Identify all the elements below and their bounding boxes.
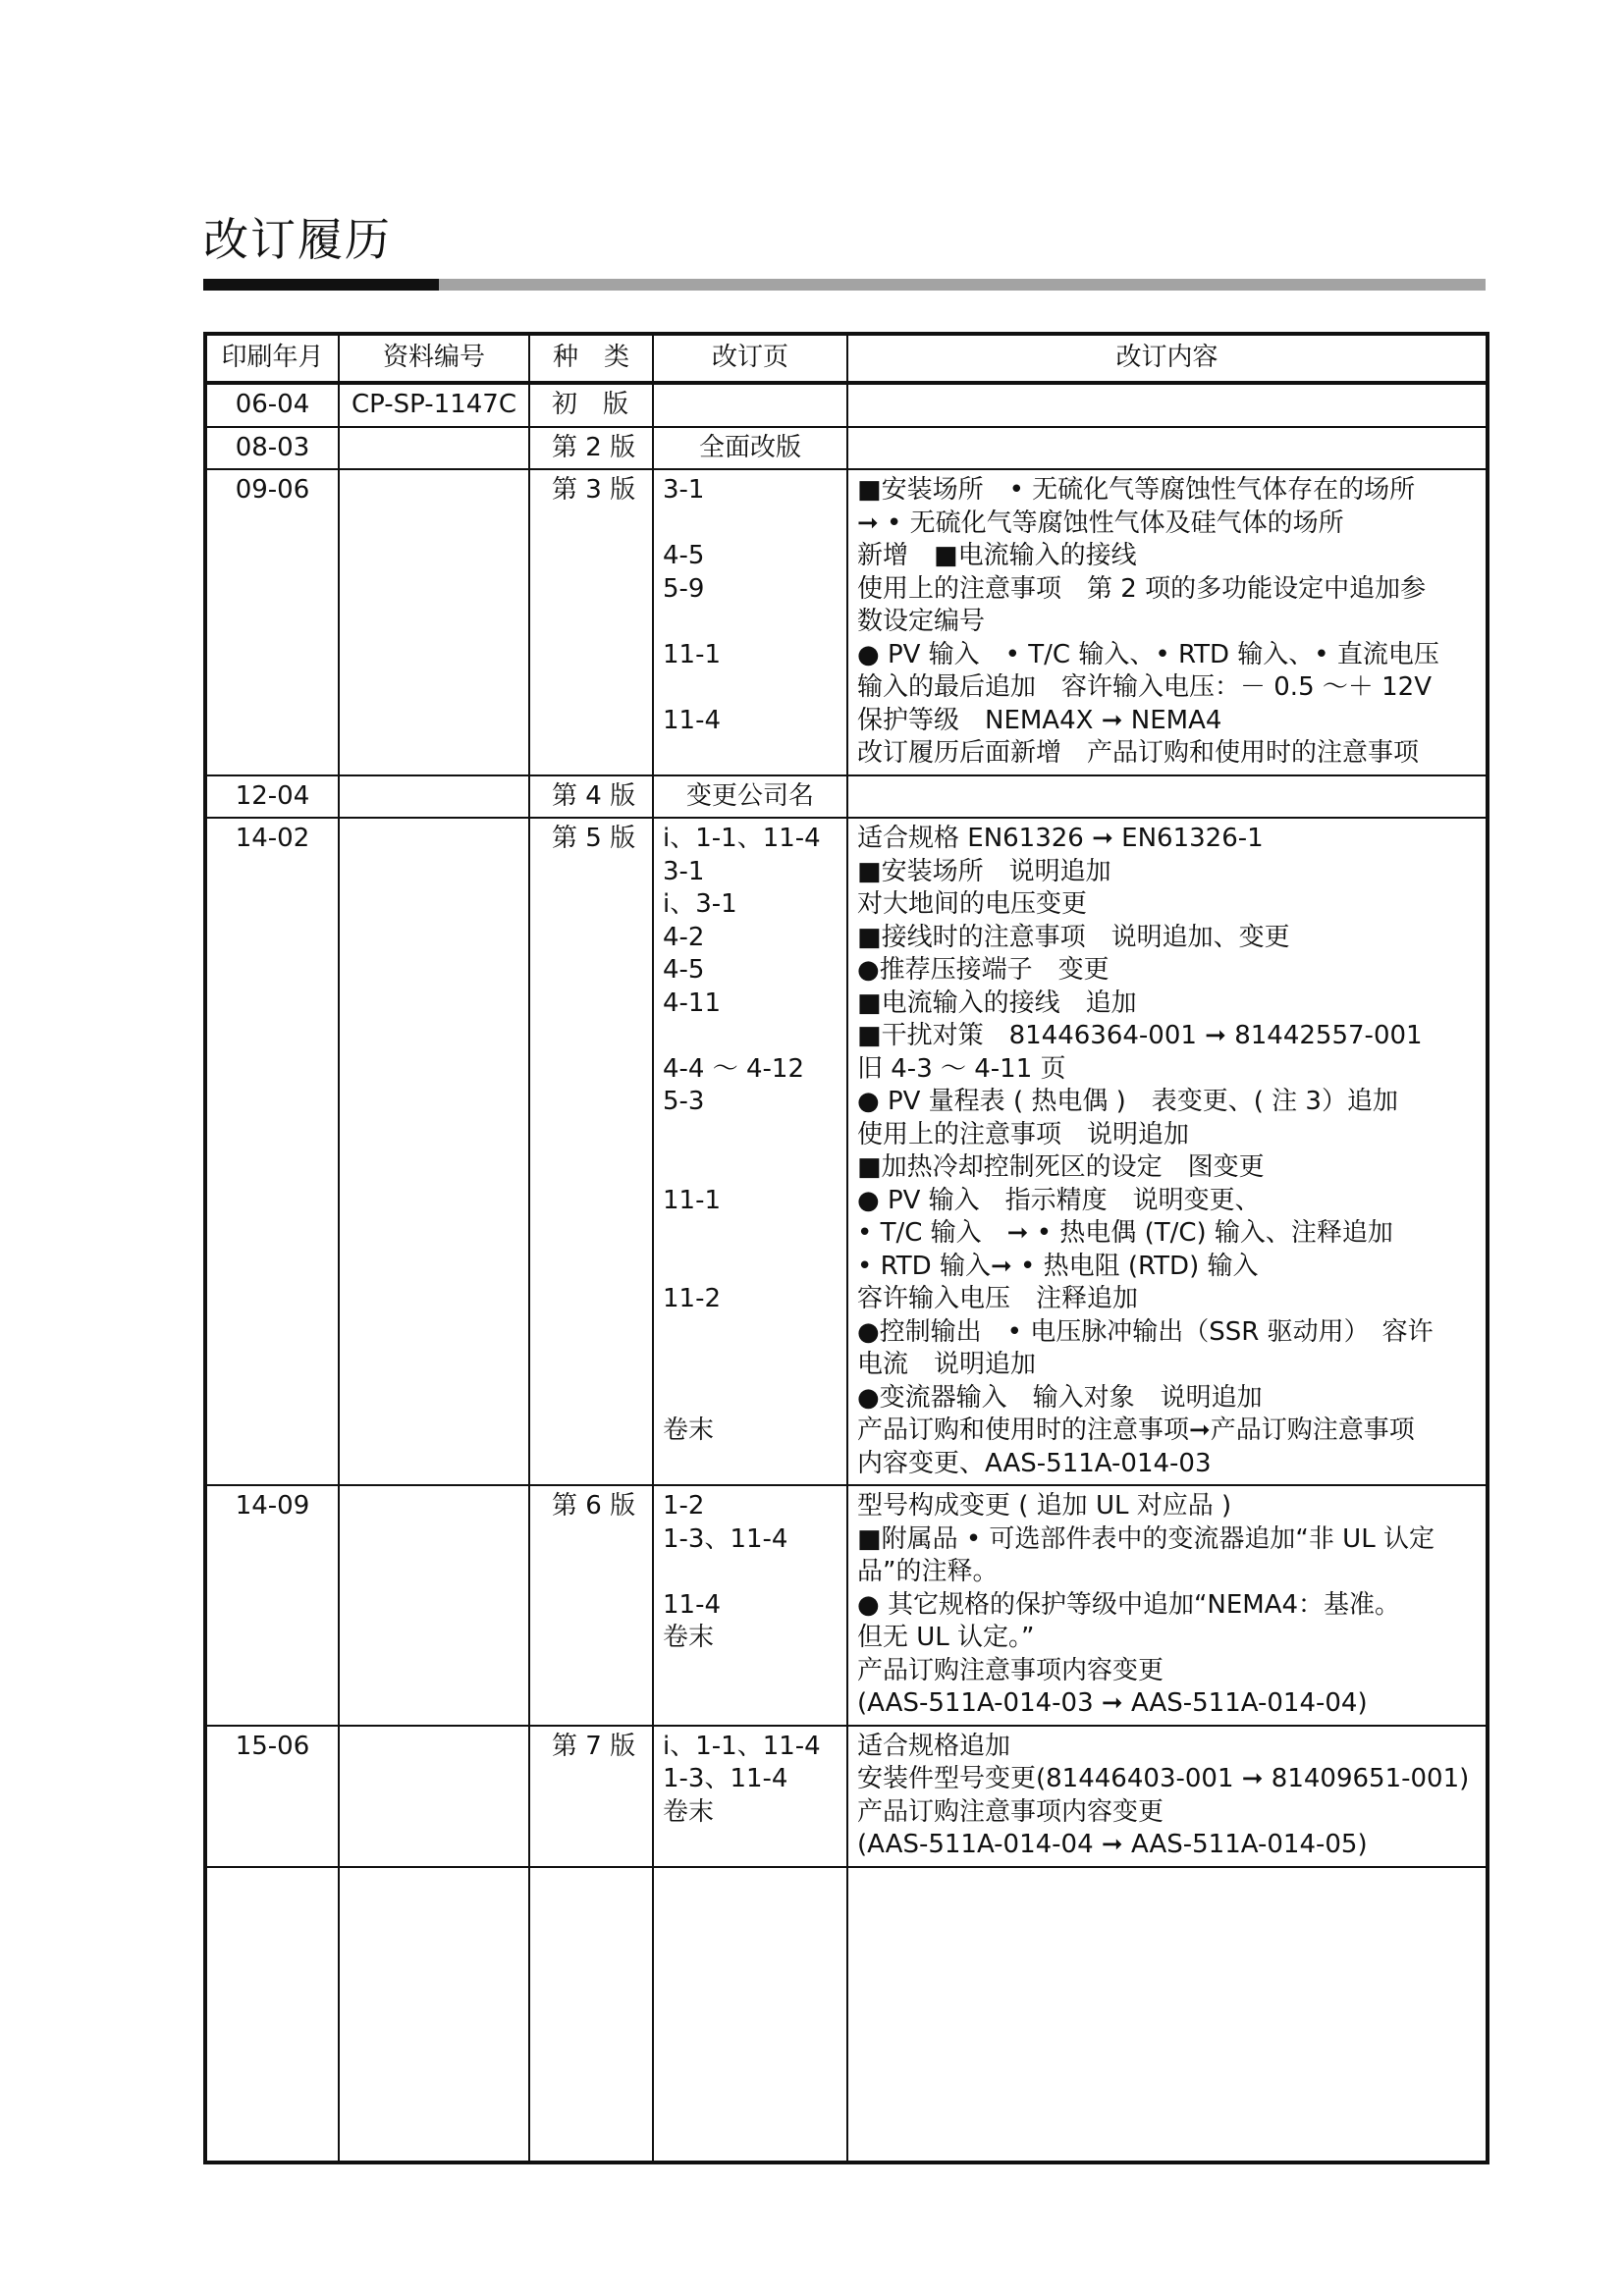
cell-revision-content (847, 469, 1488, 775)
revision-content-line: 但无 UL 认定。” (857, 1623, 1035, 1652)
revision-content-line: ■安装场所 说明追加 (857, 856, 1111, 886)
revised-page-line (663, 1251, 838, 1284)
revised-page-line (663, 1020, 838, 1053)
cell-edition-type: 初 版 (529, 383, 653, 427)
revised-page-line: 变更公司名 (685, 780, 814, 811)
page-title: 改订履历 (203, 213, 392, 266)
revision-content-line: 输入的最后追加 容许输入电压：－ 0.5 ～＋ 12V (857, 672, 1433, 702)
revision-content-line: 适合规格追加 (857, 1731, 1011, 1761)
cell-revised-pages (653, 775, 847, 819)
cell-print-date: 12-04 (205, 775, 339, 819)
cell-document-number (339, 427, 529, 470)
cell-print-date: 14-09 (205, 1485, 339, 1726)
revision-content-line: 电流 说明追加 (857, 1350, 1037, 1379)
revision-content-line: • T/C 输入 ➞ • 热电偶 (T/C) 输入、注释追加 (857, 1218, 1393, 1248)
table-row (205, 1726, 1488, 1867)
revision-content-line: ■加热冷却控制死区的设定 图变更 (857, 1152, 1265, 1182)
revised-page-line (663, 1556, 838, 1589)
revised-page-line: 4-11 (663, 988, 722, 1018)
revision-content-line: 保护等级 NEMA4X ➞ NEMA4 (857, 705, 1222, 735)
revision-content-line: ➞ • 无硫化气等腐蚀性气体及硅气体的场所 (857, 507, 1344, 538)
revised-page-line (663, 507, 838, 541)
cell-document-number (339, 775, 529, 819)
revision-content-line: 内容变更、AAS-511A-014-03 (857, 1448, 1212, 1478)
revision-content-line: (AAS-511A-014-03 ➞ AAS-511A-014-04) (857, 1688, 1368, 1718)
table-row (205, 775, 1488, 819)
revision-content-line: ● PV 输入 指示精度 说明变更、 (857, 1185, 1261, 1215)
revised-page-line (663, 1349, 838, 1382)
revised-page-line: 11-1 (663, 639, 722, 669)
revision-content-line: ●变流器输入 输入对象 说明追加 (857, 1382, 1263, 1413)
revised-page-line (663, 1448, 838, 1481)
revision-content-line: ■安装场所 • 无硫化气等腐蚀性气体存在的场所 (857, 475, 1416, 505)
header-document-number: 资料编号 (339, 334, 529, 383)
revised-page-line: 卷末 (663, 1796, 715, 1827)
revision-content-line: (AAS-511A-014-04 ➞ AAS-511A-014-05) (857, 1830, 1368, 1859)
revised-page-line (663, 1382, 838, 1415)
revised-page-line (663, 1151, 838, 1185)
revision-content-line: 使用上的注意事项 说明追加 (857, 1119, 1190, 1149)
revised-page-line: i、3-1 (663, 889, 737, 919)
revised-page-line: 4-5 (663, 955, 705, 985)
revised-page-line: 3-1 (663, 475, 705, 505)
cell-edition-type: 第 6 版 (529, 1485, 653, 1726)
empty-cell (205, 1867, 339, 2163)
revised-page-line: 11-4 (663, 705, 722, 735)
cell-revised-pages (653, 1726, 847, 1867)
revised-page-line: 1-3、11-4 (663, 1764, 788, 1793)
empty-table-row (205, 1867, 1488, 2163)
revised-page-line: i、1-1、11-4 (663, 824, 821, 853)
revision-content-line: 数设定编号 (857, 607, 986, 636)
revised-page-line: 11-4 (663, 1589, 722, 1620)
revision-content-line: ● PV 量程表 ( 热电偶 ) 表变更、( 注 3）追加 (857, 1087, 1398, 1116)
revision-content-line: ■电流输入的接线 追加 (857, 988, 1137, 1018)
cell-revised-pages (653, 383, 847, 427)
cell-revision-content (847, 427, 1488, 470)
cell-revised-pages (653, 469, 847, 775)
cell-document-number (339, 818, 529, 1485)
table-row (205, 818, 1488, 1485)
cell-document-number (339, 1485, 529, 1726)
cell-revised-pages (653, 427, 847, 470)
revised-page-line (663, 1119, 838, 1152)
cell-edition-type: 第 2 版 (529, 427, 653, 470)
cell-revised-pages (653, 818, 847, 1485)
revision-content-line: 旧 4-3 ～ 4-11 页 (857, 1053, 1066, 1084)
cell-document-number (339, 1726, 529, 1867)
revision-content-line: 产品订购注意事项内容变更 (857, 1655, 1164, 1685)
revised-page-line (663, 1655, 838, 1688)
empty-cell (529, 1867, 653, 2163)
revised-page-line: 卷末 (663, 1623, 715, 1652)
cell-print-date: 06-04 (205, 383, 339, 427)
revised-page-line (663, 1829, 838, 1862)
cell-document-number (339, 469, 529, 775)
revised-page-line: 11-1 (663, 1185, 722, 1215)
table-body (205, 383, 1488, 2163)
revision-content-line: 型号构成变更 ( 追加 UL 对应品 ) (857, 1491, 1232, 1521)
empty-cell (339, 1867, 529, 2163)
revision-content-line: 使用上的注意事项 第 2 项的多功能设定中追加参 (857, 573, 1427, 604)
revised-page-line: 5-9 (663, 573, 705, 604)
revision-content-line: ■附属品 • 可选部件表中的变流器追加“非 UL 认定 (857, 1523, 1435, 1554)
empty-cell (847, 1867, 1488, 2163)
cell-edition-type: 第 3 版 (529, 469, 653, 775)
revised-page-line: 全面改版 (698, 432, 801, 462)
cell-revision-content (847, 1485, 1488, 1726)
header-revised-pages: 改订页 (653, 334, 847, 383)
revised-page-line (663, 1687, 838, 1721)
revision-content-line: 改订履历后面新增 产品订购和使用时的注意事项 (857, 738, 1420, 768)
cell-revision-content (847, 775, 1488, 819)
revised-page-line: 4-5 (663, 541, 705, 570)
cell-revision-content (847, 818, 1488, 1485)
revision-content-line: 产品订购注意事项内容变更 (857, 1796, 1164, 1827)
revised-page-line: 1-2 (663, 1491, 705, 1521)
revised-page-line: 3-1 (663, 856, 705, 886)
table-row (205, 469, 1488, 775)
revision-content-line: ●控制输出 • 电压脉冲输出（SSR 驱动用） 容许 (857, 1316, 1434, 1347)
revised-page-line: 卷末 (663, 1415, 715, 1445)
revision-content-line: ■干扰对策 81446364-001 ➞ 81442557-001 (857, 1021, 1423, 1050)
revised-page-line: 4-4 ～ 4-12 (663, 1053, 805, 1084)
title-underline-grey (439, 279, 1486, 291)
table-row (205, 383, 1488, 427)
revision-content-line: 对大地间的电压变更 (857, 889, 1088, 919)
cell-edition-type: 第 4 版 (529, 775, 653, 819)
table-row (205, 427, 1488, 470)
revised-page-line: 4-2 (663, 922, 705, 952)
cell-print-date: 08-03 (205, 427, 339, 470)
revision-content-line: 产品订购和使用时的注意事项➞产品订购注意事项 (857, 1415, 1415, 1445)
revised-page-line: 11-2 (663, 1284, 722, 1313)
revised-page-line (663, 1316, 838, 1350)
cell-revision-content (847, 1726, 1488, 1867)
revision-content-line: 安装件型号变更(81446403-001 ➞ 81409651-001) (857, 1764, 1470, 1793)
cell-print-date: 14-02 (205, 818, 339, 1485)
revision-content-line: 容许输入电压 注释追加 (857, 1284, 1139, 1313)
revised-page-line (663, 737, 838, 771)
revision-content-line: ● 其它规格的保护等级中追加“NEMA4：基准。 (857, 1589, 1401, 1620)
revision-content-line: ● PV 输入 • T/C 输入、• RTD 输入、• 直流电压 (857, 639, 1439, 669)
revised-page-line (663, 671, 838, 705)
revised-page-line: 5-3 (663, 1087, 705, 1116)
cell-print-date: 09-06 (205, 469, 339, 775)
revision-history-table (203, 332, 1489, 2164)
cell-print-date: 15-06 (205, 1726, 339, 1867)
revised-page-line (663, 1217, 838, 1251)
revision-content-line: ●推荐压接端子 变更 (857, 955, 1110, 985)
revised-page-line (663, 606, 838, 639)
header-revision-content: 改订内容 (847, 334, 1488, 383)
header-print-date: 印刷年月 (205, 334, 339, 383)
revision-content-line: 新增 ■电流输入的接线 (857, 541, 1137, 570)
cell-edition-type: 第 7 版 (529, 1726, 653, 1867)
title-underline-dark (203, 279, 439, 291)
cell-document-number: CP-SP-1147C (339, 383, 529, 427)
cell-edition-type: 第 5 版 (529, 818, 653, 1485)
cell-revised-pages (653, 1485, 847, 1726)
table-header-row (205, 334, 1488, 383)
empty-cell (653, 1867, 847, 2163)
header-edition-type: 种 类 (529, 334, 653, 383)
revision-content-line: ■接线时的注意事项 说明追加、变更 (857, 922, 1290, 952)
cell-revision-content (847, 383, 1488, 427)
table-row (205, 1485, 1488, 1726)
revised-page-line: i、1-1、11-4 (663, 1731, 821, 1761)
revision-content-line: • RTD 输入➞ • 热电阻 (RTD) 输入 (857, 1251, 1259, 1281)
revision-content-line: 品”的注释。 (857, 1557, 999, 1586)
revised-page-line: 1-3、11-4 (663, 1523, 788, 1554)
revision-content-line: 适合规格 EN61326 ➞ EN61326-1 (857, 824, 1264, 853)
